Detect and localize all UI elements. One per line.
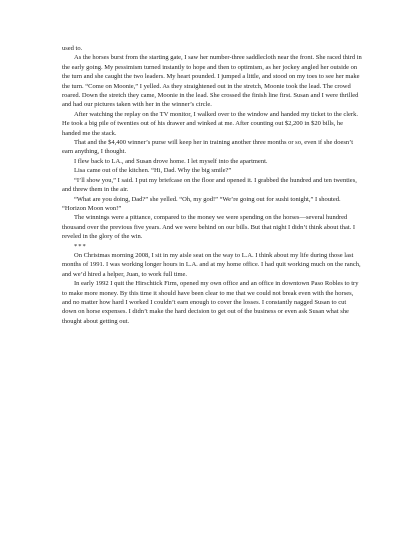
paragraph: On Christmas morning 2008, I sit in my aisle seat on the way to L.A. I think about my life during those last months of 1991. I was working longer hours in L.A. and at my home office. I had quit working much on the ranch, and we’d hired a helper, Juan, to work full time. [62, 251, 361, 278]
section-separator: *** [74, 242, 87, 250]
paragraph: As the horses burst from the starting gate, I saw her number-three saddlecloth near the front. She raced third in the early going. My pessimism turned instantly to hope and then to optimism, as her jockey angled her outside on the turn and she caught the two leaders. My heart pounded. I jumped a little, and stood on my toes to see her make the turn. “Come on Moonie,” I yelled. As they straightened out in the stretch, Moonie took the lead. The crowd roared. Down the stretch they came, Moonie in the lead. She crossed the finish line first. Susan and I were thrilled and had our pictures taken with her in the winner’s circle. [62, 54, 362, 109]
paragraph: used to. [62, 45, 83, 52]
paragraph: After watching the replay on the TV monitor, I walked over to the window and handed my ticket to the clerk. He took a big pile of twenties out of his drawer and winked at me. After counting out $2,200 in $20 bills, he handed me the stack. [62, 110, 358, 137]
paragraph: The winnings were a pittance, compared to the money we were spending on the horses—several hundred thousand over the previous five years. And we were behind on our bills. But that night I didn’t think about that. I reveled in the glory of the win. [62, 214, 356, 241]
paragraph: That and the $4,400 winner’s purse will keep her in training another three months or so, even if she doesn’t earn anything, I thought. [62, 139, 354, 156]
paragraph: “What are you doing, Dad?” she yelled. “Oh, my god!” “We’re going out for sushi tonight,” I shouted. “Horizon Moon won!” [62, 195, 341, 212]
paragraph: Lisa came out of the kitchen. “Hi, Dad. Why the big smile?” [74, 167, 232, 175]
document-page [62, 44, 362, 326]
paragraph: I flew back to LA., and Susan drove home. I let myself into the apartment. [74, 157, 268, 165]
paragraph: In early 1992 I quit the Hirschtick Firm, opened my own office and an office in downtown Paso Robles to try to make more money. By this time it should have been clear to me that we could not break even with the horses, and no matter how hard I worked I couldn’t earn enough to cover the losses. I constantly nagged Susan to cut down on horse expenses. I didn’t make the hard decision to get out of the business or even ask Susan what she thought about getting out. [62, 280, 359, 325]
paragraph: “I’ll show you,” I said. I put my briefcase on the floor and opened it. I grabbed the hundred and ten twenties, and threw them in the air. [62, 176, 357, 194]
